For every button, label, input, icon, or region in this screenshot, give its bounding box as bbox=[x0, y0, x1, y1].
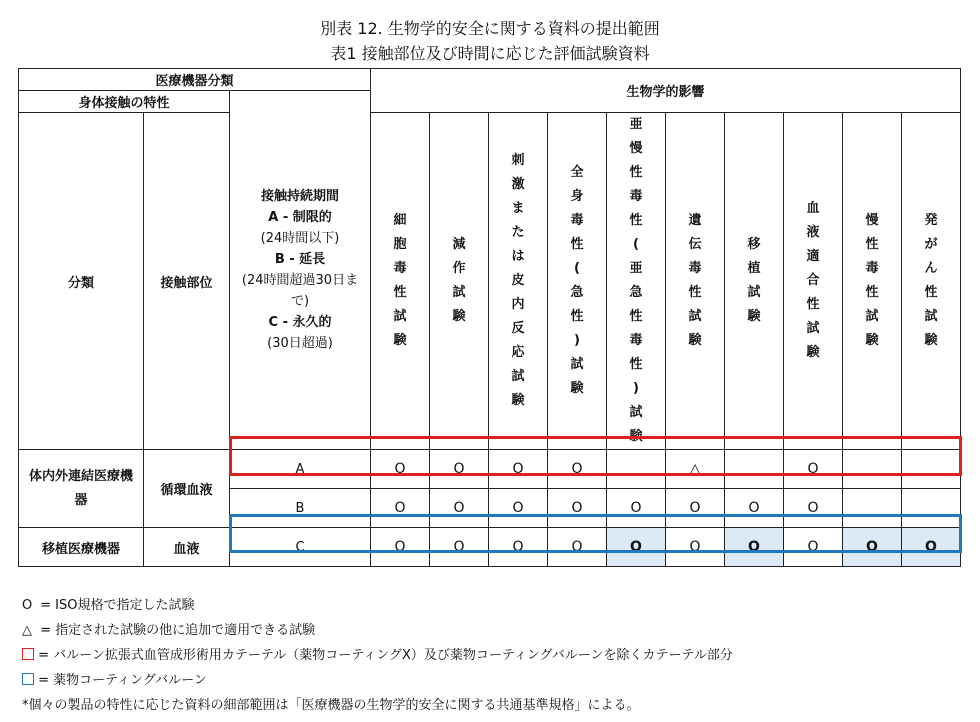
duration-header: 接触持続期間 A - 制限的 (24時間以下) B - 延長 (24時間超過30日ま で) C - 永久的 (30日超過) bbox=[230, 91, 371, 450]
body-contact-header: 身体接触の特性 bbox=[19, 91, 230, 113]
result-cell: O bbox=[371, 450, 430, 489]
result-cell bbox=[607, 450, 666, 489]
contact-site-header: 接触部位 bbox=[144, 113, 230, 450]
result-cell: O bbox=[489, 489, 548, 528]
result-cell: O bbox=[430, 528, 489, 567]
result-cell: O bbox=[607, 528, 666, 567]
result-cell: O bbox=[607, 489, 666, 528]
result-cell: O bbox=[489, 450, 548, 489]
contact-site-cell: 血液 bbox=[144, 528, 230, 567]
table-title: 表1 接触部位及び時間に応じた評価試験資料 bbox=[330, 44, 650, 63]
contact-site-cell: 循環血液 bbox=[144, 450, 230, 528]
result-cell: O bbox=[548, 489, 607, 528]
result-cell: O bbox=[784, 528, 843, 567]
result-cell: O bbox=[371, 489, 430, 528]
result-cell: O bbox=[725, 489, 784, 528]
footnote: *個々の製品の特性に応じた資料の細部範囲は「医療機器の生物学的安全に関する共通基準規格」による。 bbox=[22, 698, 640, 713]
test-header-9: 発 が ん 性 試 験 bbox=[902, 113, 961, 450]
result-cell bbox=[843, 489, 902, 528]
legend-red: = バルーン拡張式血管成形術用カテーテル（薬物コーティングX）及び薬物コーティングバルーンを除くカテーテル部分 bbox=[22, 644, 733, 663]
result-cell: △ bbox=[666, 450, 725, 489]
legend-blue: = 薬物コーティングバルーン bbox=[22, 669, 207, 688]
category-header: 分類 bbox=[19, 113, 144, 450]
result-cell: O bbox=[725, 528, 784, 567]
test-header-0: 細 胞 毒 性 試 験 bbox=[371, 113, 430, 450]
result-cell: O bbox=[902, 528, 961, 567]
result-cell bbox=[902, 450, 961, 489]
category-cell: 体内外連結医療機器 bbox=[19, 450, 144, 528]
result-cell: O bbox=[843, 528, 902, 567]
result-cell: O bbox=[489, 528, 548, 567]
test-header-6: 移 植 試 験 bbox=[725, 113, 784, 450]
duration-cell: C bbox=[230, 528, 371, 567]
result-cell: O bbox=[548, 528, 607, 567]
test-header-5: 遺 伝 毒 性 試 験 bbox=[666, 113, 725, 450]
test-header-1: 減 作 試 験 bbox=[430, 113, 489, 450]
test-header-3: 全 身 毒 性 ( 急 性 ) 試 験 bbox=[548, 113, 607, 450]
blue-square-icon bbox=[22, 673, 34, 685]
legend-o: O = ISO規格で指定した試験 bbox=[22, 598, 195, 613]
result-cell: O bbox=[784, 450, 843, 489]
result-cell bbox=[843, 450, 902, 489]
test-header-2: 刺 激 ま た は 皮 内 反 応 試 験 bbox=[489, 113, 548, 450]
test-header-7: 血 液 適 合 性 試 験 bbox=[784, 113, 843, 450]
legend-triangle: △ = 指定された試験の他に追加で適用できる試験 bbox=[22, 623, 316, 638]
result-cell: O bbox=[666, 528, 725, 567]
result-cell: O bbox=[430, 489, 489, 528]
result-cell: O bbox=[371, 528, 430, 567]
result-cell: O bbox=[666, 489, 725, 528]
test-header-4: 亜 慢 性 毒 性 ( 亜 急 性 毒 性 ) 試 験 bbox=[607, 113, 666, 450]
result-cell: O bbox=[548, 450, 607, 489]
page-title: 別表 12. 生物学的安全に関する資料の提出範囲 bbox=[320, 19, 660, 38]
test-header-8: 慢 性 毒 性 試 験 bbox=[843, 113, 902, 450]
result-cell bbox=[902, 489, 961, 528]
result-cell bbox=[725, 450, 784, 489]
device-class-header: 医療機器分類 bbox=[19, 69, 371, 91]
bio-effects-header: 生物学的影響 bbox=[371, 69, 961, 113]
result-cell: O bbox=[430, 450, 489, 489]
duration-cell: A bbox=[230, 450, 371, 489]
result-cell: O bbox=[784, 489, 843, 528]
red-square-icon bbox=[22, 648, 34, 660]
bio-safety-table bbox=[18, 68, 961, 567]
category-cell: 移植医療機器 bbox=[19, 528, 144, 567]
duration-cell: B bbox=[230, 489, 371, 528]
